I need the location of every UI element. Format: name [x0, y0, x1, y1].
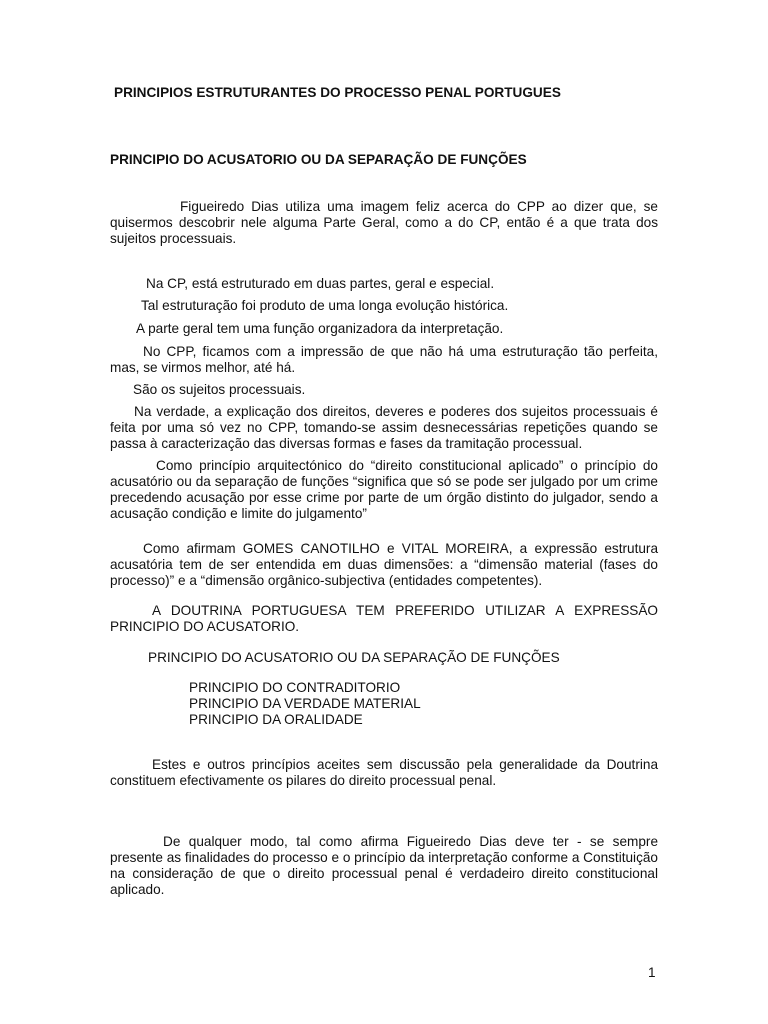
line-3: A parte geral tem uma função organizadora da interpretação.: [136, 321, 504, 336]
paragraph-4-text: Como princípio arquitectónico do “direito constitucional aplicado” o princípio do acusatório ou da separação de funções “significa que só se pode ser julgado por um crime precedendo acusação por esse crime por parte de um órgão distinto do julgador, sendo a acusação condição e limite do julgamento”: [110, 458, 658, 521]
paragraph-2: [110, 344, 658, 376]
list-item: PRINCIPIO DA VERDADE MATERIAL: [189, 696, 421, 711]
paragraph-2-text: No CPP, ficamos com a impressão de que não há uma estruturação tão perfeita, mas, se virmos melhor, até há.: [110, 344, 658, 375]
section-heading: PRINCIPIO DO ACUSATORIO OU DA SEPARAÇÃO DE FUNÇÕES: [110, 152, 527, 167]
page-number: 1: [648, 965, 656, 980]
paragraph-7: [110, 757, 658, 789]
paragraph-8-text: De qualquer modo, tal como afirma Figueiredo Dias deve ter - se sempre presente as finalidades do processo e o princípio da interpretação conforme a Constituição na consideração de que o direito processual penal é verdadeiro direito constitucional aplicado.: [110, 834, 658, 897]
line-2: Tal estruturação foi produto de uma longa evolução histórica.: [141, 298, 509, 313]
line-1: Na CP, está estruturado em duas partes, geral e especial.: [146, 276, 495, 291]
principle-heading: PRINCIPIO DO ACUSATORIO OU DA SEPARAÇÃO DE FUNÇÕES: [148, 650, 560, 665]
sub-principles-list: [189, 680, 421, 728]
paragraph-6-text: A DOUTRINA PORTUGUESA TEM PREFERIDO UTILIZAR A EXPRESSÃO PRINCIPIO DO ACUSATORIO.: [110, 603, 658, 634]
list-item: PRINCIPIO DA ORALIDADE: [189, 712, 363, 727]
list-item: PRINCIPIO DO CONTRADITORIO: [189, 680, 401, 695]
paragraph-6: [110, 603, 658, 635]
paragraph-3-text: Na verdade, a explicação dos direitos, deveres e poderes dos sujeitos processuais é feita por uma só vez no CPP, tomando-se assim desnecessárias repetições quando se passa à caracterização das diversas formas e fases da tramitação processual.: [110, 404, 658, 451]
paragraph-1-text: Figueiredo Dias utiliza uma imagem feliz acerca do CPP ao dizer que, se quisermos descobrir nele alguma Parte Geral, como a do CP, então é a que trata dos sujeitos processuais.: [110, 199, 658, 246]
paragraph-4: [110, 458, 658, 522]
paragraph-1: [110, 199, 658, 247]
paragraph-7-text: Estes e outros princípios aceites sem discussão pela generalidade da Doutrina constituem efectivamente os pilares do direito processual penal.: [110, 757, 658, 788]
paragraph-5-text: Como afirmam GOMES CANOTILHO e VITAL MOREIRA, a expressão estrutura acusatória tem de ser entendida em duas dimensões: a “dimensão material (fases do processo)” e a “dimensão orgânico-subjectiva (entidades competentes).: [110, 541, 658, 588]
paragraph-8: [110, 834, 658, 898]
paragraph-5: [110, 541, 658, 589]
paragraph-3: [110, 404, 658, 452]
line-4: São os sujeitos processuais.: [133, 382, 306, 397]
document-title: PRINCIPIOS ESTRUTURANTES DO PROCESSO PENAL PORTUGUES: [114, 85, 561, 100]
